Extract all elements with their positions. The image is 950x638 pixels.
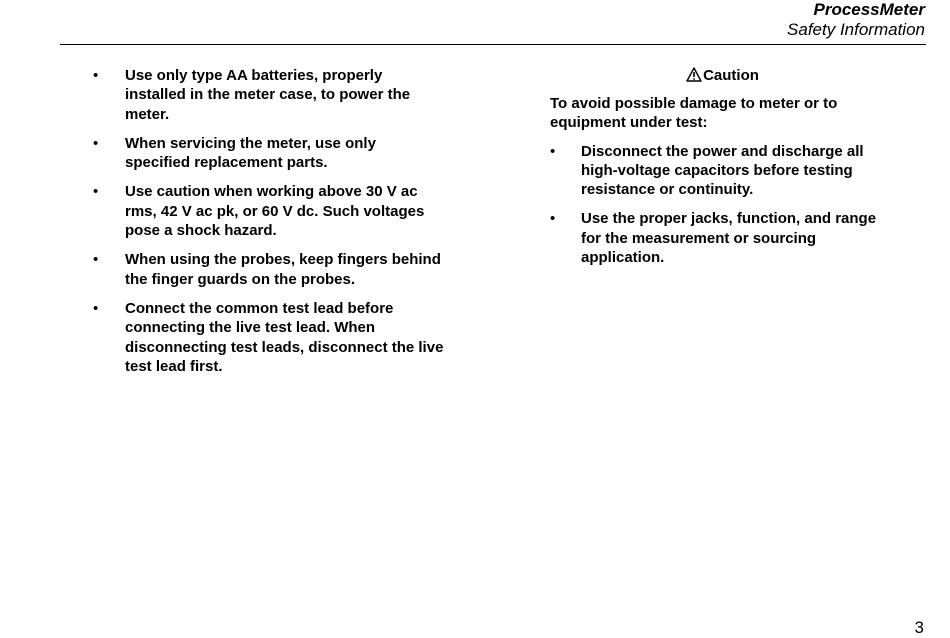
left-column [93,66,445,386]
list-item-text: Disconnect the power and discharge all high-voltage capacitors before testing resistance or continuity. [581,142,864,199]
caution-intro: To avoid possible damage to meter or to equipment under test: [550,95,838,132]
list-item [93,299,445,376]
list-item-text: Use the proper jacks, function, and range for the measurement or sourcing application. [581,210,877,267]
bullet-icon: • [93,67,99,84]
list-item [93,66,445,124]
list-item [93,250,445,289]
page-header [787,0,925,40]
list-item [550,142,895,200]
bullet-icon: • [93,299,99,317]
safety-bullet-list [93,66,445,376]
bullet-icon: • [93,134,99,152]
list-item-text: Connect the common test lead before connecting the live test lead. When disconnecting test leads, disconnect the live test lead first. [125,299,444,375]
caution-section [550,66,895,277]
list-item [550,209,895,267]
product-name: ProcessMeter [813,0,925,19]
list-item [93,182,445,240]
warning-triangle-icon [686,67,702,82]
section-title: Safety Information [787,20,925,39]
bullet-icon: • [550,210,556,228]
bullet-icon: • [93,183,99,201]
caution-title: Caution [703,67,759,84]
bullet-icon: • [550,142,556,160]
page-number: 3 [914,618,924,637]
header-divider [60,44,926,45]
caution-bullet-list [550,142,895,268]
list-item [93,134,445,173]
caution-heading [550,66,895,85]
list-item-text: When servicing the meter, use only specified replacement parts. [125,134,376,172]
list-item-text: Use caution when working above 30 V ac rms, 42 V ac pk, or 60 V dc. Such voltages pose a shock hazard. [125,183,425,240]
list-item-text: Use only type AA batteries, properly installed in the meter case, to power the meter. [125,67,411,123]
bullet-icon: • [93,251,99,269]
list-item-text: When using the probes, keep fingers behind the finger guards on the probes. [125,251,441,288]
